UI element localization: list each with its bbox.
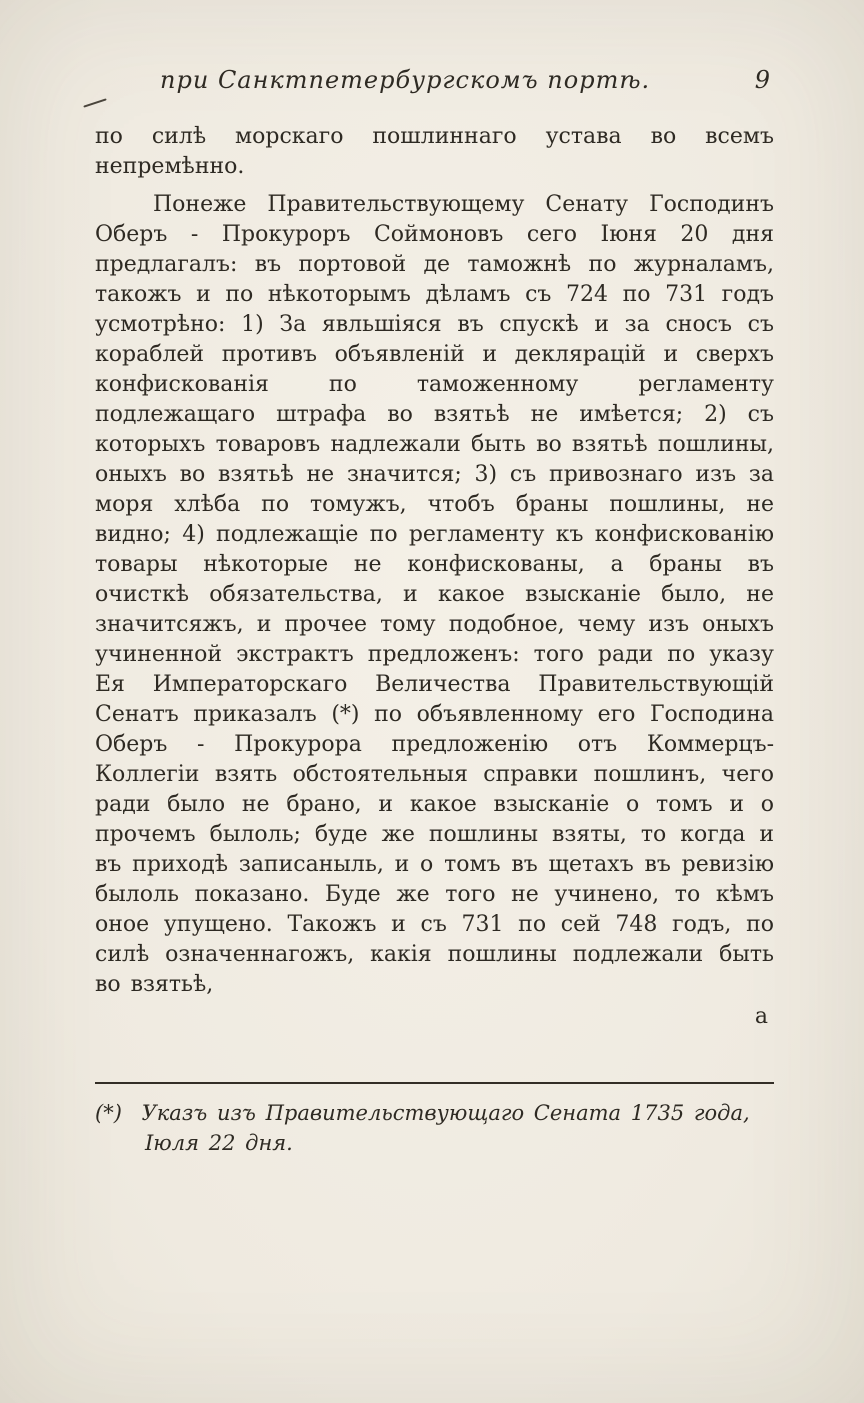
running-head <box>95 66 774 100</box>
paragraph-1: по силѣ морскаго пошлиннаго устава во всемъ непремѣнно. <box>95 124 774 179</box>
stray-ink-mark <box>83 98 106 107</box>
page-body <box>95 122 774 1032</box>
footnote <box>95 1098 774 1158</box>
running-title: при Санктпетербургскомъ портѣ. <box>160 66 651 94</box>
footnote-text: Указъ изъ Правительствующаго Сената 1735 года, Іюля 22 дня. <box>141 1101 750 1155</box>
page-number: 9 <box>754 66 770 94</box>
footnote-rule <box>95 1082 774 1084</box>
catchword: а <box>754 1004 768 1029</box>
paragraph-2: Понеже Правительствующему Сенату Господинъ Оберъ - Прокуроръ Соймоновъ сего Іюня 20 дня предлагалъ: въ портовой де таможнѣ по журналамъ, такожъ и по нѣкоторымъ дѣламъ съ 724 по 731 годъ усмотрѣно: 1) За явльшіяся въ спускѣ и за сносъ съ кораблей противъ объявленій и деклярацій и сверхъ конфискованія по таможенному регламенту подлежащаго штрафа во взятьѣ не имѣется; 2) съ которыхъ товаровъ надлежали быть во взятьѣ пошлины, оныхъ во взятьѣ не значится; 3) съ привознаго изъ за моря хлѣба по томужъ, чтобъ браны пошлины, не видно; 4) подлежащіе по регламенту къ конфискованію товары нѣкоторые не конфискованы, а браны въ очисткѣ обязательства, и какое взысканіе было, не значитсяжъ, и прочее тому подобное, чему изъ оныхъ учиненной экстрактъ предложенъ: того ради по указу Ея Императорскаго Величества Правительствующій Сенатъ приказалъ (*) по объявленному его Господина Оберъ - Прокурора предложенію отъ Коммерцъ-Коллегіи взять обстоятельныя справки пошлинъ, чего ради было не брано, и какое взысканіе о томъ и о прочемъ былоль; буде же пошлины взяты, то когда и въ приходѣ записаныль, и о томъ въ щетахъ въ ревизію былоль показано. Буде же того не учинено, то кѣмъ оное упущено. Такожъ и съ 731 по сей 748 годъ, по силѣ означеннагожъ, какія пошлины подлежали быть во взятьѣ, <box>95 192 774 997</box>
footnote-marker: (*) <box>95 1101 122 1125</box>
footnote-section <box>95 1082 774 1158</box>
